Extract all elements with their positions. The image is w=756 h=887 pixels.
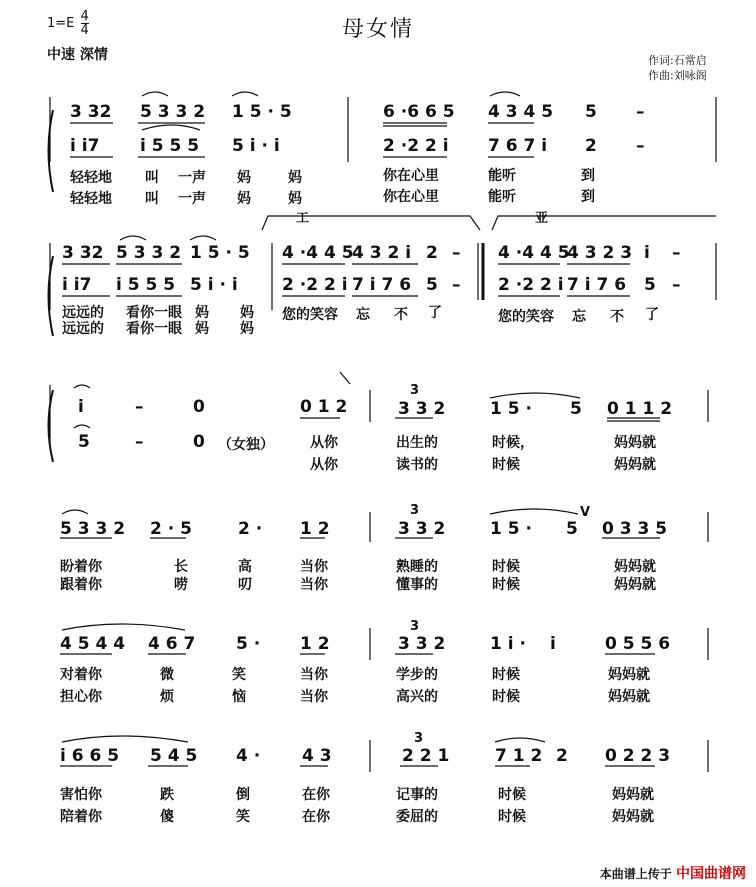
lyric: 一声 [178, 170, 206, 186]
lyric: 唠 [174, 577, 188, 593]
lyric: 叨 [238, 577, 252, 593]
solo-marking: （女独） [218, 437, 274, 453]
note-group: 4 3 2 3 [567, 243, 633, 263]
note-group: – [135, 397, 144, 417]
lyric: 在你 [302, 787, 330, 803]
lyric: 笑 [236, 809, 250, 825]
note-group: 5 3 3 2 [140, 102, 206, 122]
note-group: 5 [570, 399, 582, 419]
lyric: 妈妈就 [614, 457, 656, 473]
note-group: 0 1 2 [300, 397, 348, 417]
note-group: – [672, 243, 681, 263]
note-group: – [452, 243, 461, 263]
note-group: 0 3 3 5 [602, 519, 668, 539]
note-group: 6 ·6 6 5 [383, 102, 455, 122]
lyric: 读书的 [396, 457, 438, 473]
lyric: 妈妈就 [608, 689, 650, 705]
note-group: 2 ·2 2 i [383, 136, 449, 156]
note-group: 5 [644, 275, 656, 295]
footer-watermark [600, 863, 746, 883]
lyric: 烦 [160, 689, 174, 705]
key-prefix: 1=E [47, 16, 75, 31]
lyric: 妈 [195, 321, 209, 337]
note-group: 5 i · i [190, 275, 238, 295]
lyric: 时候 [492, 457, 520, 473]
note-group: 4 · [236, 746, 261, 766]
triplet-mark: 3 [414, 731, 424, 746]
note-group: – [636, 102, 645, 122]
lyric: 长 [174, 559, 188, 575]
note-group: – [452, 275, 461, 295]
triplet-mark: 3 [410, 503, 420, 518]
lyric: 您的笑容 [498, 309, 554, 325]
lyric: 傻 [160, 809, 174, 825]
note-group: 1 i · [490, 634, 526, 654]
lyric: 陪着你 [60, 809, 102, 825]
lyric: 妈妈就 [612, 787, 654, 803]
lyric: 能听 [488, 189, 516, 205]
lyric: 叫 [145, 191, 159, 207]
note-group: i i7 [62, 275, 92, 295]
lyric: 学步的 [396, 667, 438, 683]
lyric: 时候 [498, 809, 526, 825]
ending-2-label: 亚 [535, 211, 549, 226]
note-group: 4 ·4 4 5 [282, 243, 354, 263]
note-group: i 5 5 5 [140, 136, 200, 156]
note-group: i [644, 243, 650, 263]
note-group: 5 4 5 [150, 746, 198, 766]
footer-text: 本曲谱上传于 [599, 867, 672, 881]
lyric: 妈妈就 [608, 667, 650, 683]
note-group: 3 3 2 [398, 634, 446, 654]
note-group: 1 5 · 5 [232, 102, 292, 122]
lyric: 微 [160, 667, 174, 683]
note-group: 5 · [236, 634, 261, 654]
note-group: 5 [78, 432, 90, 452]
lyric: 你在心里 [383, 168, 439, 184]
lyric: 远远的 [62, 321, 104, 337]
note-group: 5 [566, 519, 578, 539]
lyric: 熟睡的 [396, 559, 438, 575]
lyric: 在你 [302, 809, 330, 825]
lyric: 妈妈就 [614, 435, 656, 451]
note-group: i i7 [70, 136, 100, 156]
lyric: 到 [581, 168, 595, 184]
ending-1-label: 工 [296, 211, 310, 226]
lyric: 看你一眼 [126, 321, 182, 337]
lyric: 你在心里 [383, 189, 439, 205]
lyric: 轻轻地 [70, 191, 112, 207]
note-group: 7 i 7 6 [352, 275, 412, 295]
lyric: 能听 [488, 168, 516, 184]
lyric: 轻轻地 [70, 170, 112, 186]
note-group: 1 5 · [490, 519, 532, 539]
note-group: 2 · 5 [150, 519, 192, 539]
note-group: 2 · [238, 519, 263, 539]
lyric: 时候 [492, 689, 520, 705]
note-group: 7 i 7 6 [567, 275, 627, 295]
lyric: 从你 [310, 435, 338, 451]
lyric: 不 [610, 309, 624, 325]
lyric: 到 [581, 189, 595, 205]
lyric: 妈 [195, 305, 209, 321]
lyric: 妈 [240, 321, 254, 337]
lyric: 当你 [300, 559, 328, 575]
note-group: 3 32 [62, 243, 104, 263]
lyric: 您的笑容 [282, 307, 338, 323]
tempo-marking: 中速 深情 [47, 47, 108, 63]
lyric: 时候， [492, 435, 534, 451]
lyric: 妈 [288, 170, 302, 186]
note-group: 0 [193, 397, 205, 417]
lyric: 远远的 [62, 305, 104, 321]
time-bottom: 4 [80, 23, 89, 38]
note-group: – [135, 432, 144, 452]
note-group: i [78, 397, 84, 417]
note-group: 2 ·2 2 i [282, 275, 348, 295]
lyric: 跌 [160, 787, 174, 803]
footer-brand[interactable]: 中国曲谱网 [676, 866, 746, 882]
lyric: 出生的 [396, 435, 438, 451]
lyric: 高 [238, 559, 252, 575]
lyric: 跟着你 [60, 577, 102, 593]
note-group: 7 6 7 i [488, 136, 548, 156]
lyric: 妈妈就 [614, 577, 656, 593]
note-group: i 5 5 5 [116, 275, 176, 295]
lyric: 了 [645, 307, 659, 323]
note-group: 5 3 3 2 [60, 519, 126, 539]
lyric: 叫 [145, 170, 159, 186]
triplet-mark: 3 [410, 619, 420, 634]
lyric: 委屈的 [396, 809, 438, 825]
note-group: 2 2 1 [402, 746, 450, 766]
lyric: 当你 [300, 667, 328, 683]
note-group: 1 5 · [490, 399, 532, 419]
page-title: 母女情 [341, 17, 414, 42]
note-group: – [672, 275, 681, 295]
lyric: 忘 [572, 309, 586, 325]
lyric: 从你 [310, 457, 338, 473]
lyric: 懂事的 [396, 577, 438, 593]
lyric: 时候 [492, 559, 520, 575]
note-group: 0 1 1 2 [607, 399, 673, 419]
time-top: 4 [80, 9, 89, 24]
lyric: 恼 [232, 689, 246, 705]
note-group: 0 2 2 3 [605, 746, 671, 766]
note-group: 2 ·2 2 i [498, 275, 564, 295]
lyric: 妈 [237, 170, 251, 186]
note-group: 1 2 [300, 519, 330, 539]
note-group: 3 3 2 [398, 399, 446, 419]
lyric: 当你 [300, 577, 328, 593]
note-group: 5 [426, 275, 438, 295]
note-group: 4 6 7 [148, 634, 196, 654]
note-group: 3 3 2 [398, 519, 446, 539]
lyric: 当你 [300, 689, 328, 705]
lyric: 担心你 [60, 689, 102, 705]
lyric: 时候 [492, 577, 520, 593]
lyric: 笑 [232, 667, 246, 683]
lyric: 时候 [498, 787, 526, 803]
lyric: 对着你 [60, 667, 102, 683]
lyric: 一声 [178, 191, 206, 207]
note-group: 5 3 3 2 [116, 243, 182, 263]
note-group: 4 3 2 i [352, 243, 412, 263]
note-group: i [550, 634, 556, 654]
lyric: 妈 [237, 191, 251, 207]
composer-credit: 作曲:刘咏阁 [648, 69, 707, 82]
note-group: 3 32 [70, 102, 112, 122]
lyric: 妈 [288, 191, 302, 207]
note-group: i 6 6 5 [60, 746, 120, 766]
note-group: 2 [426, 243, 438, 263]
note-group: 7 1 2 [495, 746, 543, 766]
note-group: 4 3 4 5 [488, 102, 554, 122]
lyric: 了 [428, 305, 442, 321]
lyric: 高兴的 [396, 689, 438, 705]
lyric: 盼着你 [60, 559, 102, 575]
note-group: 0 5 5 6 [605, 634, 671, 654]
note-group: – [636, 136, 645, 156]
note-group: 4 3 [302, 746, 332, 766]
note-group: 0 [193, 432, 205, 452]
lyric: 看你一眼 [126, 305, 182, 321]
lyric: 记事的 [396, 787, 438, 803]
lyric: 妈妈就 [614, 559, 656, 575]
note-group: 5 [585, 102, 597, 122]
note-group: 2 [585, 136, 597, 156]
lyric: 时候 [492, 667, 520, 683]
note-group: 4 5 4 4 [60, 634, 126, 654]
note-group: 2 [556, 746, 568, 766]
note-group: 5 i · i [232, 136, 280, 156]
lyric: 忘 [356, 307, 370, 323]
note-group: 4 ·4 4 5 [498, 243, 570, 263]
lyric: 妈妈就 [612, 809, 654, 825]
lyric: 不 [394, 307, 408, 323]
note-group: 1 5 · 5 [190, 243, 250, 263]
lyric: 妈 [240, 305, 254, 321]
lyric: 害怕你 [60, 787, 102, 803]
triplet-mark: 3 [410, 383, 420, 398]
lyricist-credit: 作词:石常启 [648, 54, 707, 67]
breath-mark: V [580, 505, 591, 520]
lyric: 倒 [236, 787, 250, 803]
note-group: 1 2 [300, 634, 330, 654]
